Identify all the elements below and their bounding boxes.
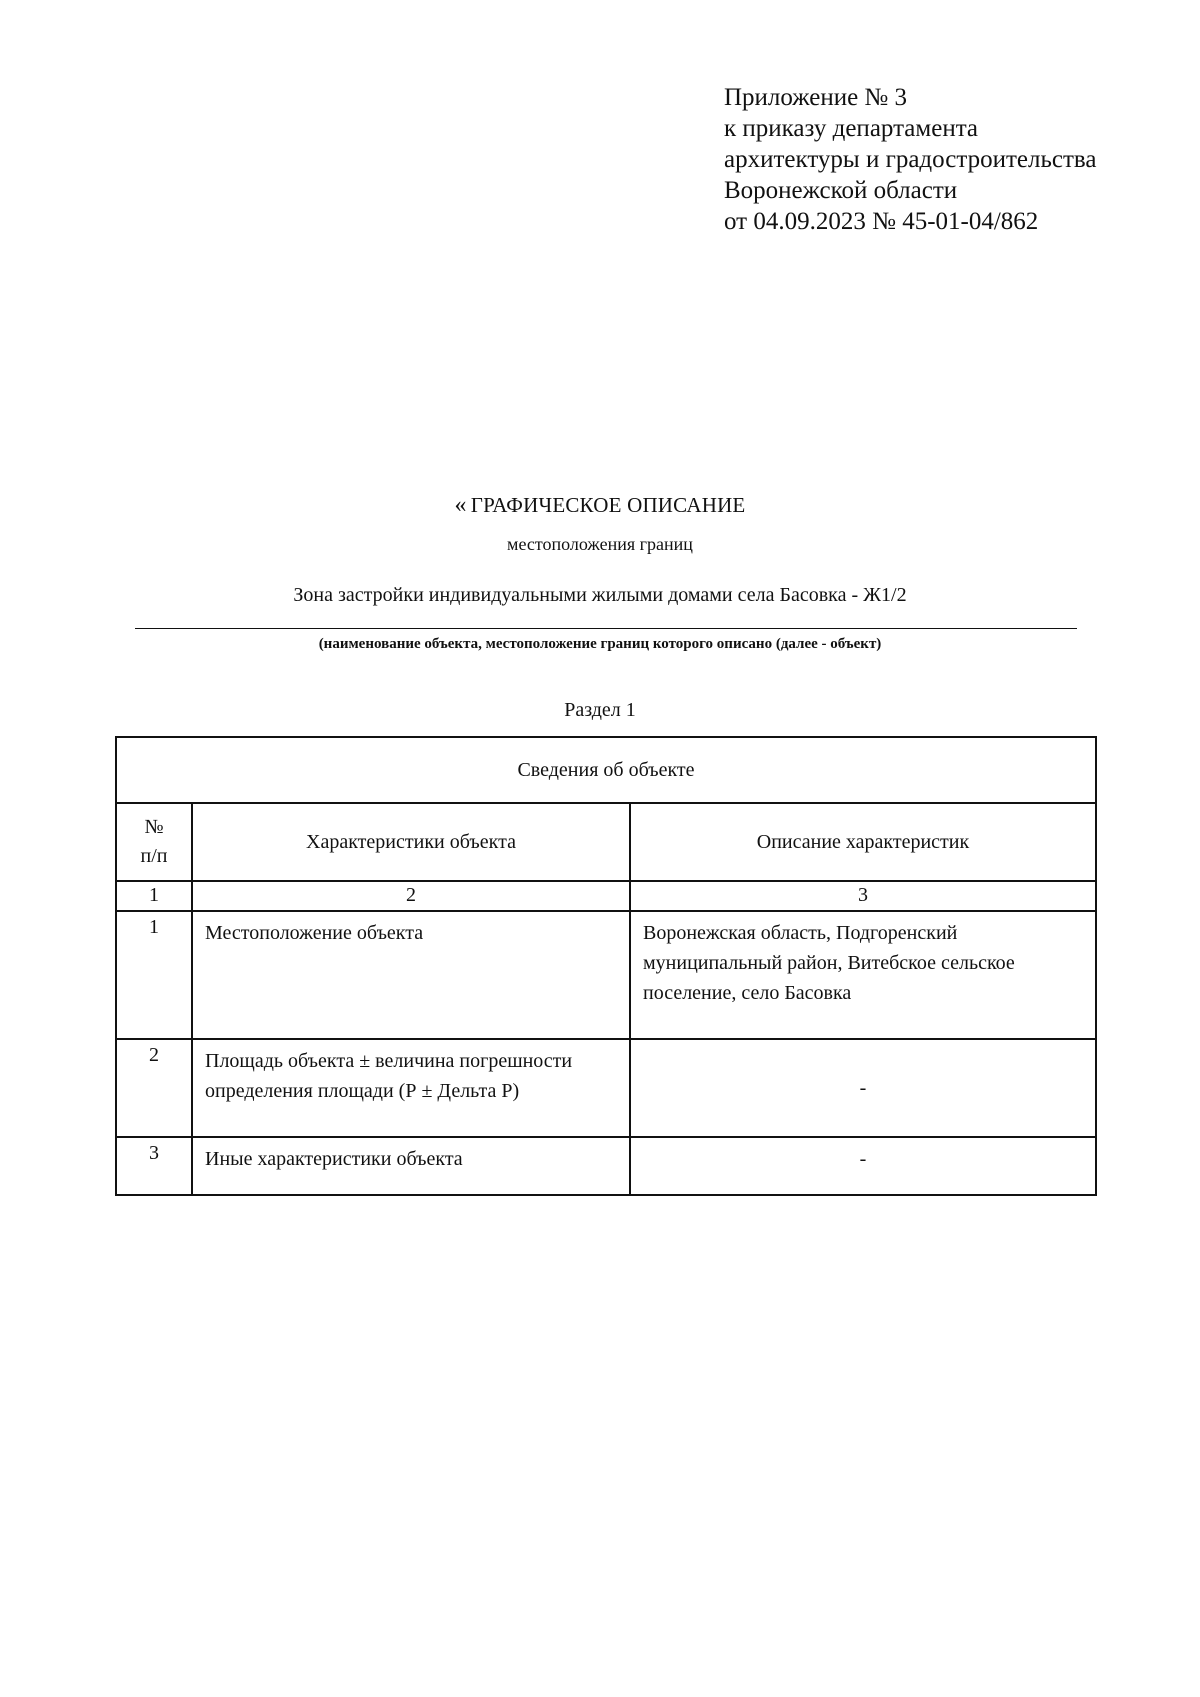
row-number: 2 bbox=[116, 1039, 192, 1137]
row-description-text: Воронежская область, Подгоренский муниципальный район, Витебское сельское поселение, село Басовка bbox=[643, 922, 1015, 1004]
table-heading: Сведения об объекте bbox=[116, 737, 1096, 803]
row-characteristic bbox=[192, 911, 630, 1039]
object-caption: (наименование объекта, местоположение границ которого описано (далее - объект) bbox=[318, 636, 882, 652]
column-header-row bbox=[116, 803, 1096, 881]
column-number: 1 bbox=[116, 881, 192, 911]
column-header-description: Описание характеристик bbox=[630, 803, 1096, 881]
appendix-line: Приложение № 3 bbox=[724, 84, 908, 111]
column-number: 3 bbox=[630, 881, 1096, 911]
table-row bbox=[116, 1039, 1096, 1137]
column-header-number-text: № п/п bbox=[140, 816, 168, 867]
row-number: 1 bbox=[116, 911, 192, 1039]
document-title bbox=[0, 492, 1200, 519]
column-number-row bbox=[116, 881, 1096, 911]
appendix-line: к приказу департамента bbox=[724, 115, 979, 142]
row-characteristic bbox=[192, 1137, 630, 1195]
object-info-table bbox=[115, 736, 1097, 1196]
section-label: Раздел 1 bbox=[564, 699, 636, 721]
table-heading-row bbox=[116, 737, 1096, 803]
table-row bbox=[116, 911, 1096, 1039]
column-header-number bbox=[116, 803, 192, 881]
appendix-line: от 04.09.2023 № 45-01-04/862 bbox=[724, 208, 1039, 235]
document-subtitle: местоположения границ bbox=[507, 534, 693, 554]
object-name-underline bbox=[135, 628, 1077, 629]
object-name: Зона застройки индивидуальными жилыми домами села Басовка - Ж1/2 bbox=[293, 584, 907, 606]
column-number: 2 bbox=[192, 881, 630, 911]
table-row bbox=[116, 1137, 1096, 1195]
column-header-characteristic: Характеристики объекта bbox=[192, 803, 630, 881]
appendix-line: архитектуры и градостроительства bbox=[724, 146, 1097, 173]
row-description-text: - bbox=[859, 1148, 867, 1170]
quote-mark: « bbox=[454, 492, 467, 518]
row-characteristic-text: Площадь объекта ± величина погрешности определения площади (Р ± Дельта Р) bbox=[205, 1050, 573, 1102]
document-title-text: ГРАФИЧЕСКОЕ ОПИСАНИЕ bbox=[470, 493, 746, 517]
row-description: - bbox=[630, 1039, 1096, 1137]
row-characteristic bbox=[192, 1039, 630, 1137]
row-number: 3 bbox=[116, 1137, 192, 1195]
row-description bbox=[630, 911, 1096, 1039]
appendix-line: Воронежской области bbox=[724, 177, 958, 204]
row-characteristic-text: Иные характеристики объекта bbox=[205, 1148, 463, 1170]
row-characteristic-text: Местоположение объекта bbox=[205, 922, 424, 944]
appendix-header bbox=[724, 82, 1096, 237]
row-description bbox=[630, 1137, 1096, 1195]
